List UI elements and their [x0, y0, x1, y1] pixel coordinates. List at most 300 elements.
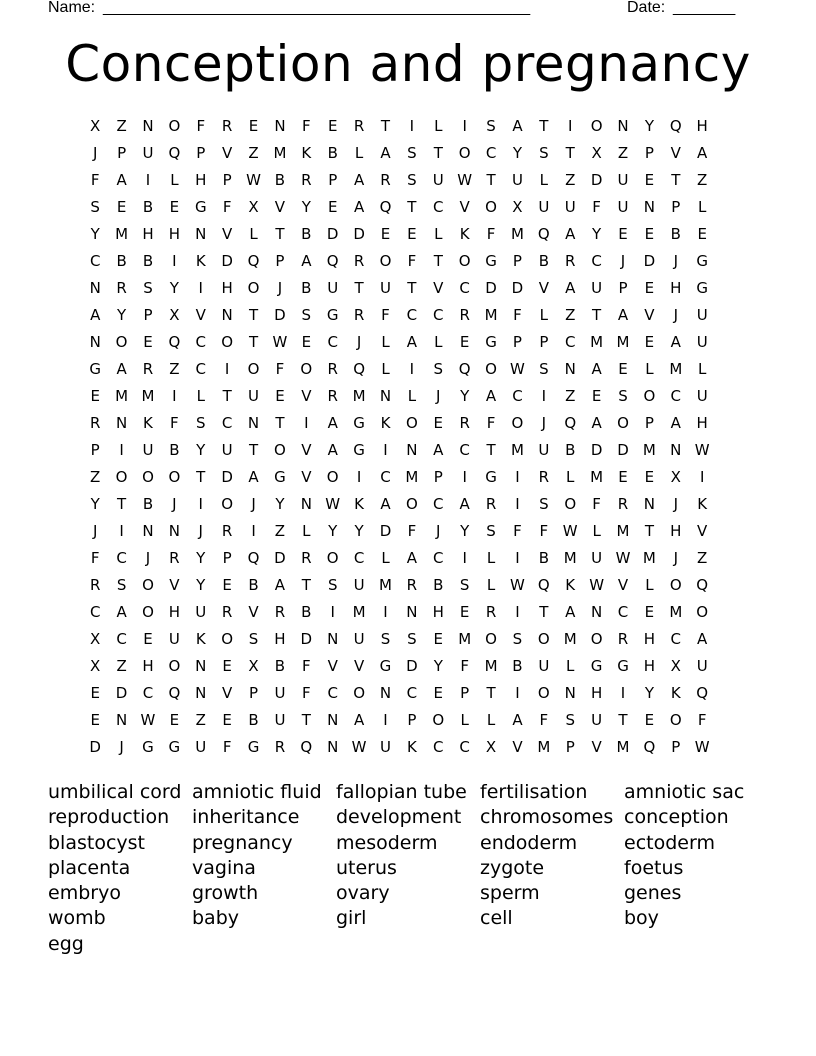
grid-letter: Z [565, 306, 576, 324]
grid-letter: R [565, 252, 576, 270]
grid-letter: O [485, 360, 497, 378]
grid-letter: F [697, 711, 707, 729]
word-bank-item: reproduction [48, 806, 170, 829]
grid-letter: M [484, 306, 498, 324]
grid-letter: S [407, 144, 417, 162]
grid-letter: K [459, 225, 470, 243]
grid-letter: R [353, 117, 365, 135]
grid-letter: C [433, 495, 444, 513]
grid-letter: T [644, 522, 654, 540]
grid-letter: K [143, 414, 153, 432]
grid-letter: M [352, 603, 366, 621]
grid-letter: H [221, 279, 233, 297]
grid-letter: A [274, 576, 286, 594]
word-bank-row [48, 881, 768, 906]
grid-letter: R [274, 738, 286, 756]
grid-letter: U [696, 306, 708, 324]
grid-letter: E [697, 225, 707, 243]
grid-letter: Q [168, 684, 181, 702]
word-bank-item: fertilisation [480, 781, 588, 803]
grid-letter: U [274, 684, 286, 702]
grid-letter: Q [379, 198, 392, 216]
grid-letter: Z [697, 171, 708, 189]
grid-letter: P [671, 738, 681, 756]
grid-letter: E [618, 225, 628, 243]
grid-letter: U [327, 279, 339, 297]
grid-letter: N [406, 603, 418, 621]
grid-letter: I [620, 684, 626, 702]
grid-letter: W [615, 549, 631, 567]
grid-letter: U [591, 549, 603, 567]
grid-letter: P [196, 144, 206, 162]
grid-letter: D [643, 252, 656, 270]
grid-letter: R [459, 414, 470, 432]
date-label: Date: [627, 0, 666, 16]
grid-letter: C [406, 306, 418, 324]
grid-letter: N [89, 333, 101, 351]
grid-letter: S [459, 576, 470, 594]
grid-letter: A [353, 711, 365, 729]
grid-letter: V [644, 306, 655, 324]
grid-letter: G [194, 198, 207, 216]
date-blank-line: _______ [673, 0, 736, 16]
grid-letter: J [251, 495, 256, 513]
word-bank-row [48, 856, 768, 881]
grid-letter: Y [460, 522, 470, 540]
grid-letter: A [116, 360, 127, 378]
grid-letter: B [274, 657, 286, 675]
grid-letter: L [434, 225, 443, 243]
grid-letter: L [460, 711, 469, 729]
grid-letter: E [591, 387, 602, 405]
grid-letter: U [591, 279, 603, 297]
grid-letter: O [221, 495, 234, 513]
grid-letter: L [539, 171, 549, 189]
grid-letter: U [538, 441, 550, 459]
grid-letter: R [301, 171, 312, 189]
grid-letter: G [353, 414, 365, 432]
grid-letter: B [248, 711, 259, 729]
grid-letter: O [432, 711, 445, 729]
grid-letter: B [433, 576, 444, 594]
grid-letter: Q [458, 360, 471, 378]
grid-letter: R [485, 495, 497, 513]
grid-letter: S [248, 630, 259, 648]
grid-letter: I [356, 468, 362, 486]
grid-letter: M [510, 225, 524, 243]
grid-letter: L [249, 225, 258, 243]
grid-letter: C [116, 549, 127, 567]
grid-letter: O [142, 603, 154, 621]
grid-letter: I [224, 360, 230, 378]
grid-letter: Z [116, 117, 127, 135]
grid-letter: Q [537, 576, 550, 594]
grid-letter: P [117, 144, 127, 162]
grid-letter: C [89, 603, 101, 621]
grid-letter: K [670, 684, 681, 702]
grid-letter: N [195, 225, 207, 243]
grid-row [82, 167, 742, 194]
grid-letter: L [381, 333, 390, 351]
grid-letter: D [274, 549, 286, 567]
grid-letter: H [195, 171, 207, 189]
grid-letter: Y [275, 495, 285, 513]
grid-letter: A [565, 279, 576, 297]
grid-letter: A [591, 360, 602, 378]
grid-row [82, 383, 742, 410]
grid-letter: C [617, 603, 629, 621]
grid-letter: C [89, 252, 101, 270]
worksheet-header [48, 0, 748, 19]
grid-letter: V [591, 738, 602, 756]
grid-letter: E [433, 630, 444, 648]
grid-letter: V [222, 684, 233, 702]
grid-letter: U [696, 387, 708, 405]
word-bank-item: embryo [48, 882, 121, 905]
grid-letter: P [90, 441, 100, 459]
grid-letter: B [538, 549, 549, 567]
grid-letter: E [644, 333, 655, 351]
grid-letter: E [116, 198, 127, 216]
grid-letter: F [539, 522, 549, 540]
grid-letter: O [696, 603, 709, 621]
grid-letter: T [301, 576, 311, 594]
grid-letter: O [142, 468, 154, 486]
grid-letter: W [694, 738, 710, 756]
grid-letter: A [380, 495, 391, 513]
grid-letter: Y [117, 306, 127, 324]
grid-letter: A [327, 441, 338, 459]
word-bank-item: conception [624, 806, 729, 829]
grid-letter: Q [168, 333, 181, 351]
grid-letter: H [432, 603, 444, 621]
word-bank-item: baby [192, 907, 240, 930]
grid-letter: M [352, 387, 366, 405]
grid-letter: M [484, 657, 498, 675]
grid-letter: A [248, 468, 259, 486]
grid-letter: F [539, 711, 549, 729]
grid-letter: O [326, 468, 339, 486]
grid-letter: M [616, 522, 630, 540]
grid-letter: R [221, 603, 233, 621]
grid-row [82, 221, 742, 248]
grid-letter: O [168, 657, 181, 675]
grid-letter: A [697, 630, 708, 648]
grid-letter: D [89, 738, 101, 756]
grid-letter: W [272, 333, 288, 351]
grid-letter: G [485, 252, 497, 270]
grid-letter: K [301, 144, 312, 162]
grid-letter: F [407, 522, 417, 540]
grid-letter: T [248, 306, 259, 324]
grid-letter: R [221, 522, 233, 540]
grid-letter: G [379, 657, 392, 675]
grid-letter: W [694, 441, 710, 459]
grid-letter: Z [90, 468, 101, 486]
grid-letter: F [381, 306, 390, 324]
grid-letter: U [353, 576, 365, 594]
name-blank-line: ________________________________________________ [103, 0, 531, 16]
grid-row [82, 113, 742, 140]
grid-row [82, 707, 742, 734]
grid-letter: B [142, 495, 154, 513]
grid-letter: O [564, 495, 577, 513]
grid-letter: N [274, 117, 286, 135]
grid-letter: Q [537, 225, 550, 243]
grid-letter: P [433, 468, 443, 486]
grid-letter: U [168, 630, 180, 648]
grid-letter: Q [168, 144, 181, 162]
grid-letter: U [274, 711, 286, 729]
grid-letter: B [116, 252, 127, 270]
grid-letter: I [119, 522, 124, 540]
grid-letter: A [406, 333, 418, 351]
grid-letter: T [539, 603, 549, 621]
grid-letter: U [142, 441, 154, 459]
grid-letter: A [670, 414, 681, 432]
grid-letter: M [563, 630, 577, 648]
grid-letter: M [510, 441, 524, 459]
word-bank-item: growth [192, 882, 259, 905]
grid-letter: O [379, 252, 392, 270]
grid-row [82, 194, 742, 221]
grid-letter: Z [565, 171, 576, 189]
grid-letter: G [89, 360, 101, 378]
grid-letter: A [565, 225, 576, 243]
grid-letter: R [459, 306, 470, 324]
grid-letter: V [617, 576, 629, 594]
grid-letter: R [327, 360, 338, 378]
grid-letter: J [172, 495, 177, 513]
grid-letter: W [325, 495, 341, 513]
grid-letter: Y [512, 144, 523, 162]
grid-letter: U [221, 441, 233, 459]
grid-letter: Q [643, 738, 656, 756]
grid-letter: N [221, 306, 233, 324]
word-bank-item: development [336, 806, 462, 829]
grid-letter: L [698, 198, 707, 216]
grid-letter: A [116, 603, 127, 621]
grid-letter: N [168, 522, 180, 540]
word-bank-item: boy [624, 907, 659, 930]
grid-letter: B [142, 252, 154, 270]
grid-letter: D [511, 279, 524, 297]
word-bank-row [48, 780, 768, 805]
grid-letter: N [89, 279, 101, 297]
grid-row [82, 275, 742, 302]
grid-letter: O [511, 414, 524, 432]
grid-letter: F [407, 252, 417, 270]
grid-letter: H [670, 522, 682, 540]
grid-letter: C [327, 333, 338, 351]
grid-letter: L [434, 117, 443, 135]
grid-letter: E [644, 171, 655, 189]
grid-letter: I [462, 117, 467, 135]
grid-letter: U [511, 171, 523, 189]
grid-letter: V [459, 198, 470, 216]
grid-letter: E [301, 333, 312, 351]
word-bank [48, 780, 768, 957]
grid-letter: M [616, 333, 630, 351]
grid-letter: E [143, 333, 153, 351]
grid-letter: T [486, 441, 496, 459]
grid-letter: I [119, 441, 124, 459]
grid-letter: J [92, 144, 98, 162]
grid-letter: F [170, 414, 179, 432]
grid-letter: P [671, 198, 681, 216]
grid-letter: J [673, 252, 678, 270]
word-bank-row [48, 831, 768, 856]
grid-letter: F [90, 171, 100, 189]
grid-letter: A [301, 252, 312, 270]
grid-letter: L [566, 468, 575, 486]
grid-letter: D [221, 252, 233, 270]
name-label: Name: [48, 0, 96, 16]
grid-row [82, 329, 742, 356]
grid-letter: E [222, 711, 232, 729]
grid-letter: Y [90, 225, 100, 243]
grid-letter: F [486, 414, 496, 432]
grid-letter: F [90, 549, 100, 567]
grid-letter: H [274, 630, 286, 648]
grid-letter: M [669, 603, 683, 621]
grid-letter: U [617, 198, 629, 216]
grid-letter: V [327, 657, 338, 675]
grid-letter: N [643, 198, 656, 216]
grid-letter: Z [617, 144, 629, 162]
grid-letter: G [353, 441, 365, 459]
grid-letter: C [485, 144, 497, 162]
grid-letter: J [436, 387, 441, 405]
grid-letter: M [115, 225, 129, 243]
grid-letter: A [353, 198, 365, 216]
grid-letter: O [485, 630, 497, 648]
grid-letter: O [485, 198, 497, 216]
grid-letter: T [407, 198, 417, 216]
grid-letter: L [592, 522, 601, 540]
word-bank-item: cell [480, 907, 513, 930]
grid-letter: D [300, 630, 313, 648]
grid-letter: T [301, 711, 311, 729]
grid-letter: U [353, 630, 365, 648]
grid-letter: T [222, 387, 232, 405]
grid-letter: W [562, 522, 578, 540]
grid-letter: T [565, 144, 575, 162]
grid-letter: U [142, 144, 154, 162]
grid-letter: U [538, 198, 550, 216]
grid-letter: I [541, 387, 547, 405]
grid-letter: G [696, 279, 708, 297]
grid-letter: H [142, 657, 154, 675]
grid-letter: J [119, 738, 124, 756]
grid-letter: P [512, 252, 522, 270]
grid-letter: P [249, 684, 259, 702]
grid-letter: N [247, 414, 260, 432]
grid-letter: N [142, 117, 154, 135]
grid-letter: N [643, 495, 656, 513]
grid-letter: P [328, 171, 338, 189]
grid-letter: H [590, 684, 603, 702]
grid-letter: F [302, 117, 311, 135]
grid-letter: R [353, 252, 365, 270]
grid-letter: J [356, 333, 362, 351]
grid-letter: G [485, 468, 497, 486]
grid-letter: A [433, 441, 444, 459]
grid-letter: O [274, 441, 286, 459]
grid-letter: X [90, 117, 101, 135]
grid-letter: O [168, 468, 181, 486]
grid-letter: W [510, 576, 525, 594]
grid-letter: I [699, 468, 705, 486]
grid-letter: I [145, 171, 151, 189]
grid-letter: N [617, 117, 629, 135]
grid-letter: F [275, 360, 285, 378]
grid-letter: H [643, 657, 656, 675]
grid-letter: O [405, 414, 418, 432]
grid-letter: M [616, 738, 630, 756]
grid-letter: D [590, 441, 603, 459]
grid-letter: R [538, 468, 550, 486]
grid-letter: N [327, 711, 339, 729]
grid-letter: H [168, 603, 180, 621]
grid-letter: T [618, 711, 628, 729]
grid-row [82, 518, 742, 545]
word-bank-item: uterus [336, 856, 397, 879]
grid-letter: V [433, 279, 444, 297]
grid-letter: Q [696, 684, 709, 702]
grid-letter: H [696, 117, 708, 135]
grid-letter: T [248, 441, 259, 459]
grid-letter: O [617, 414, 629, 432]
grid-letter: Z [565, 387, 576, 405]
grid-letter: A [459, 495, 470, 513]
grid-row [82, 734, 742, 761]
grid-letter: O [221, 630, 234, 648]
grid-row [82, 464, 742, 491]
grid-letter: Y [196, 441, 206, 459]
grid-letter: I [515, 684, 520, 702]
grid-row [82, 356, 742, 383]
grid-letter: I [409, 117, 415, 135]
grid-letter: A [485, 387, 497, 405]
grid-letter: O [247, 279, 260, 297]
grid-letter: O [115, 333, 128, 351]
grid-letter: L [486, 576, 496, 594]
grid-letter: F [302, 684, 311, 702]
word-bank-item: amniotic sac [624, 781, 745, 803]
grid-letter: W [246, 171, 261, 189]
grid-letter: Q [353, 360, 365, 378]
grid-letter: X [248, 657, 259, 675]
grid-letter: C [459, 279, 470, 297]
grid-letter: K [380, 414, 391, 432]
grid-letter: S [512, 630, 523, 648]
grid-letter: H [643, 630, 656, 648]
grid-letter: O [669, 576, 682, 594]
grid-letter: D [590, 171, 603, 189]
grid-letter: U [380, 738, 391, 756]
grid-letter: P [644, 144, 654, 162]
grid-letter: Q [326, 252, 339, 270]
grid-letter: R [327, 387, 338, 405]
grid-letter: A [353, 171, 365, 189]
grid-row [82, 626, 742, 653]
grid-letter: D [379, 522, 392, 540]
grid-letter: O [537, 684, 550, 702]
grid-letter: G [168, 738, 181, 756]
grid-letter: E [618, 360, 628, 378]
grid-letter: C [433, 738, 444, 756]
